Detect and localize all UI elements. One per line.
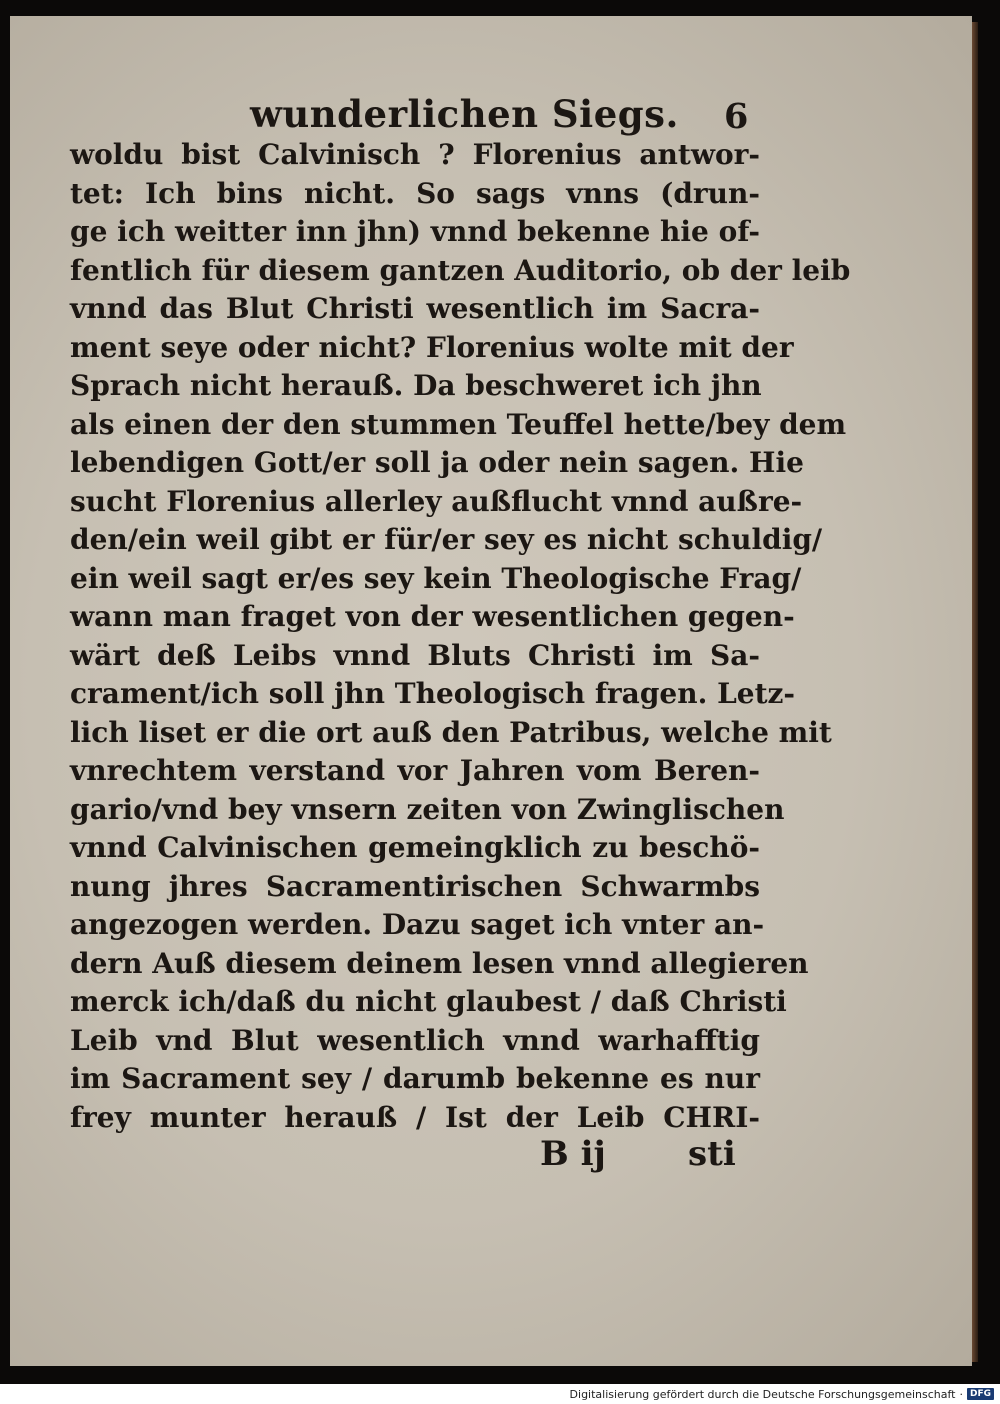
catchword: sti <box>688 1134 736 1174</box>
text-line: ge ich weitter inn jhn) vnnd bekenne hie of- <box>70 215 760 248</box>
text-line: Leib vnd Blut wesentlich vnnd warhafftig <box>70 1023 760 1057</box>
text-line: vnnd Calvinischen gemeingklich zu beschö- <box>70 831 760 864</box>
text-line: gario/vnd bey vnsern zeiten von Zwinglischen <box>70 792 785 826</box>
text-line: sucht Florenius allerley außflucht vnnd außre- <box>70 484 803 518</box>
text-line: crament/ich soll jhn Theologisch fragen. Letz- <box>70 677 796 710</box>
dfg-logo-icon: DFG <box>967 1388 994 1400</box>
text-block <box>70 136 851 1137</box>
text-line: ein weil sagt er/es sey kein Theologische Frag/ <box>70 561 802 595</box>
text-line: nung jhres Sacramentirischen Schwarmbs <box>70 869 760 903</box>
digitization-credit <box>570 1387 994 1401</box>
text-line: vnrechtem verstand vor Jahren vom Beren- <box>70 754 760 787</box>
page-number: 6 <box>724 96 749 137</box>
page-edge <box>972 22 978 1362</box>
text-line: woldu bist Calvinisch ? Florenius antwor- <box>70 138 760 171</box>
text-line: frey munter herauß / Ist der Leib CHRI- <box>70 1100 760 1134</box>
text-line: fentlich für diesem gantzen Auditorio, ob der leib <box>70 253 851 287</box>
text-line: den/ein weil gibt er für/er sey es nicht schuldig/ <box>70 523 823 556</box>
text-line: lich liset er die ort auß den Patribus, welche mit <box>70 715 832 749</box>
text-line: lebendigen Gott/er soll ja oder nein sagen. Hie <box>70 446 804 479</box>
text-line: wann man fraget von der wesentlichen gegen- <box>70 600 795 633</box>
text-line: tet: Ich bins nicht. So sags vnns (drun- <box>70 176 760 210</box>
text-line: dern Auß diesem deinem lesen vnnd allegieren <box>70 946 809 980</box>
credit-separator: · <box>959 1387 963 1401</box>
text-line: ment seye oder nicht? Florenius wolte mit der <box>70 330 794 364</box>
text-line: angezogen werden. Dazu saget ich vnter an- <box>70 908 765 941</box>
text-line: wärt deß Leibs vnnd Bluts Christi im Sa- <box>70 638 760 672</box>
book-page <box>10 16 972 1366</box>
text-line: merck ich/daß du nicht glaubest / daß Christi <box>70 985 787 1018</box>
signature-mark: B ij <box>540 1134 606 1174</box>
credit-text: Digitalisierung gefördert durch die Deutsche Forschungsgemeinschaft <box>569 1387 956 1401</box>
running-title: wunderlichen Siegs. <box>250 92 679 136</box>
text-line: im Sacrament sey / darumb bekenne es nur <box>70 1062 760 1095</box>
text-line: Sprach nicht herauß. Da beschweret ich jhn <box>70 369 762 402</box>
text-line: als einen der den stummen Teuffel hette/bey dem <box>70 407 847 441</box>
text-line: vnnd das Blut Christi wesentlich im Sacra- <box>70 292 760 325</box>
